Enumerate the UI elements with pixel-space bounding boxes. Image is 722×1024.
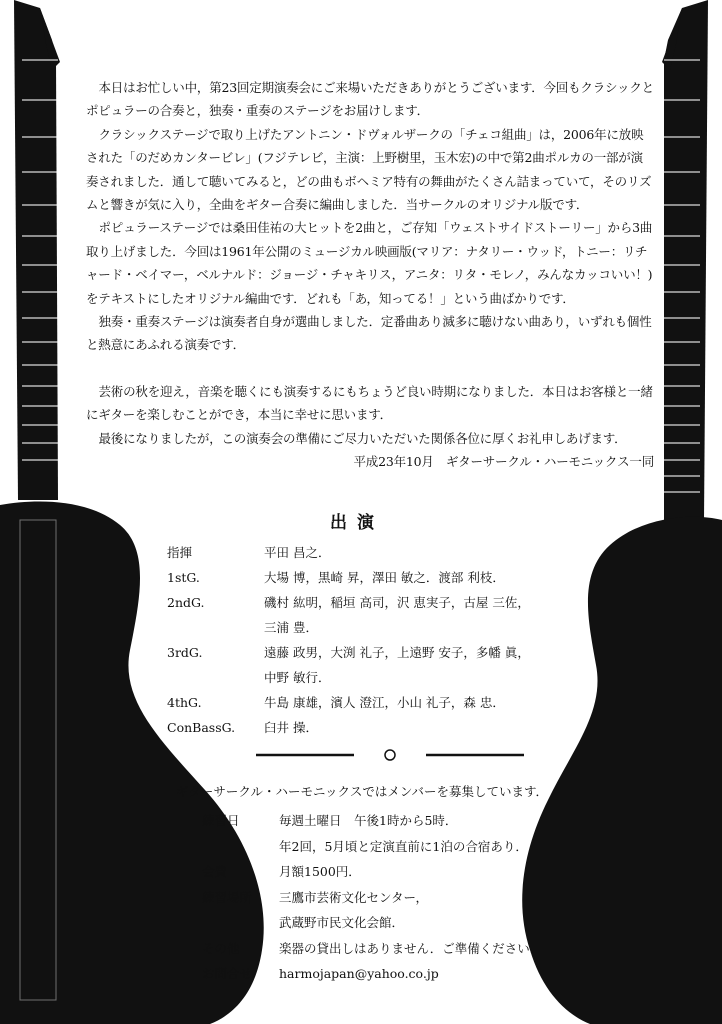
info-label: その他 <box>202 940 240 956</box>
roster-part: 指揮 <box>167 545 193 560</box>
info-value: 武蔵野市民文化会館． <box>279 915 405 930</box>
roster-names: 大場 博，黒崎 昇，澤田 敏之．渡部 利枝． <box>264 570 505 585</box>
roster-part <box>167 615 264 640</box>
section-divider <box>256 748 524 762</box>
roster-names: 三浦 豊． <box>264 620 318 635</box>
roster-row <box>167 540 567 565</box>
info-label: 練習日 <box>202 813 240 828</box>
info-label: 練習場所 <box>202 889 253 905</box>
greeting-paragraph: 独奏・重奏ステージは演奏者自身が選曲しました．定番曲あり滅多に聴けない曲あり，いずれも個性と熱意にあふれる演奏です． <box>86 314 652 353</box>
info-row <box>202 859 542 885</box>
performers-heading: 出演 <box>330 513 384 533</box>
roster-names: 遠藤 政男，大渕 礼子，上遠野 安子，多幡 眞， <box>264 645 530 660</box>
roster-part: 4thG. <box>167 695 202 710</box>
info-value: 毎週土曜日 午後1時から5時． <box>279 813 458 828</box>
roster-part: 2ndG. <box>167 595 205 610</box>
roster-part: ConBassG. <box>167 720 236 735</box>
info-label <box>202 910 279 936</box>
recruitment-info <box>202 808 542 987</box>
roster-part <box>167 665 264 690</box>
info-row <box>202 910 542 936</box>
info-label: お問合せ <box>202 966 253 981</box>
roster-row <box>167 640 567 665</box>
performer-roster <box>167 540 567 740</box>
roster-names: 臼井 操． <box>264 720 318 735</box>
greeting-paragraph: 最後になりましたが，この演奏会の準備にご尽力いただいた関係各位に厚くお礼申しあげます． <box>98 430 627 446</box>
info-row <box>202 936 542 962</box>
info-row <box>202 961 542 987</box>
info-value: 年2回，5月頃と定演直前に1泊の合宿あり． <box>279 838 528 854</box>
info-value: 楽器の貸出しはありません．ご準備ください． <box>279 940 543 956</box>
date-signature: 平成23年10月 ギターサークル・ハーモニックス一同 <box>353 454 654 470</box>
roster-part: 1stG. <box>167 570 200 585</box>
roster-row <box>167 690 567 715</box>
info-row <box>202 834 542 860</box>
info-value: 三鷹市芸術文化センター， <box>279 889 429 905</box>
greeting-paragraph: 芸術の秋を迎え，音楽を聴くにも演奏するにもちょうど良い時期になりました．本日はお客様と一緒にギターを楽しむことができ，本当に幸せに思います． <box>86 383 653 423</box>
recruitment-lead: ギターサークル・ハーモニックスではメンバーを募集しています． <box>176 784 549 799</box>
roster-part: 3rdG. <box>167 645 203 660</box>
roster-row <box>167 565 567 590</box>
info-row <box>202 885 542 911</box>
greeting-paragraph: 本日はお忙しい中，第23回定期演奏会にご来場いただきありがとうございます．今回もクラシックとポピュラーの合奏と，独奏・重奏のステージをお届けします． <box>86 80 654 119</box>
greeting-text <box>86 76 654 474</box>
greeting-paragraph: ポピュラーステージでは桑田佳祐の大ヒットを2曲と，ご存知「ウェストサイドストーリー」から3曲取り上げました．今回は1961年公開のミュージカル映画版(マリア：ナタリー・ウッド，トニー：リチャード・ベイマー，ベルナルド：ジョージ・チャキリス，アニタ：リタ・モレノ，みんなカッコいい！)をテキストにしたオリジナル編曲です．どれも「あ，知ってる！」という曲ばかりです． <box>86 220 653 306</box>
roster-row <box>167 615 567 640</box>
roster-row <box>167 665 567 690</box>
info-value: 月額1500円． <box>279 864 361 879</box>
roster-row <box>167 590 567 615</box>
info-row <box>202 808 542 834</box>
contact-email[interactable]: harmojapan@yahoo.co.jp <box>279 966 439 981</box>
roster-names: 牛島 康雄，濱人 澄江，小山 礼子，森 忠． <box>264 695 505 710</box>
roster-names: 平田 昌之． <box>264 545 331 560</box>
roster-names: 中野 敏行． <box>264 670 331 685</box>
info-label <box>202 834 279 860</box>
greeting-paragraph: クラシックステージで取り上げたアントニン・ドヴォルザークの「チェコ組曲」は，2006年に放映された「のだめカンタービレ」(フジテレビ，主演：上野樹里，玉木宏)の中で第2曲ポルカの一部が演奏されました．通して聴いてみると，どの曲もボヘミア特有の舞曲がたくさん詰まっていて，そのリズムと響きが気に入り，全曲をギター合奏に編曲しました．当サークルのオリジナル版です． <box>86 126 652 213</box>
roster-row <box>167 715 567 740</box>
roster-names: 磯村 紘明，稲垣 高司，沢 恵実子，古屋 三佐， <box>264 595 530 610</box>
info-label: 会費 <box>202 864 228 879</box>
